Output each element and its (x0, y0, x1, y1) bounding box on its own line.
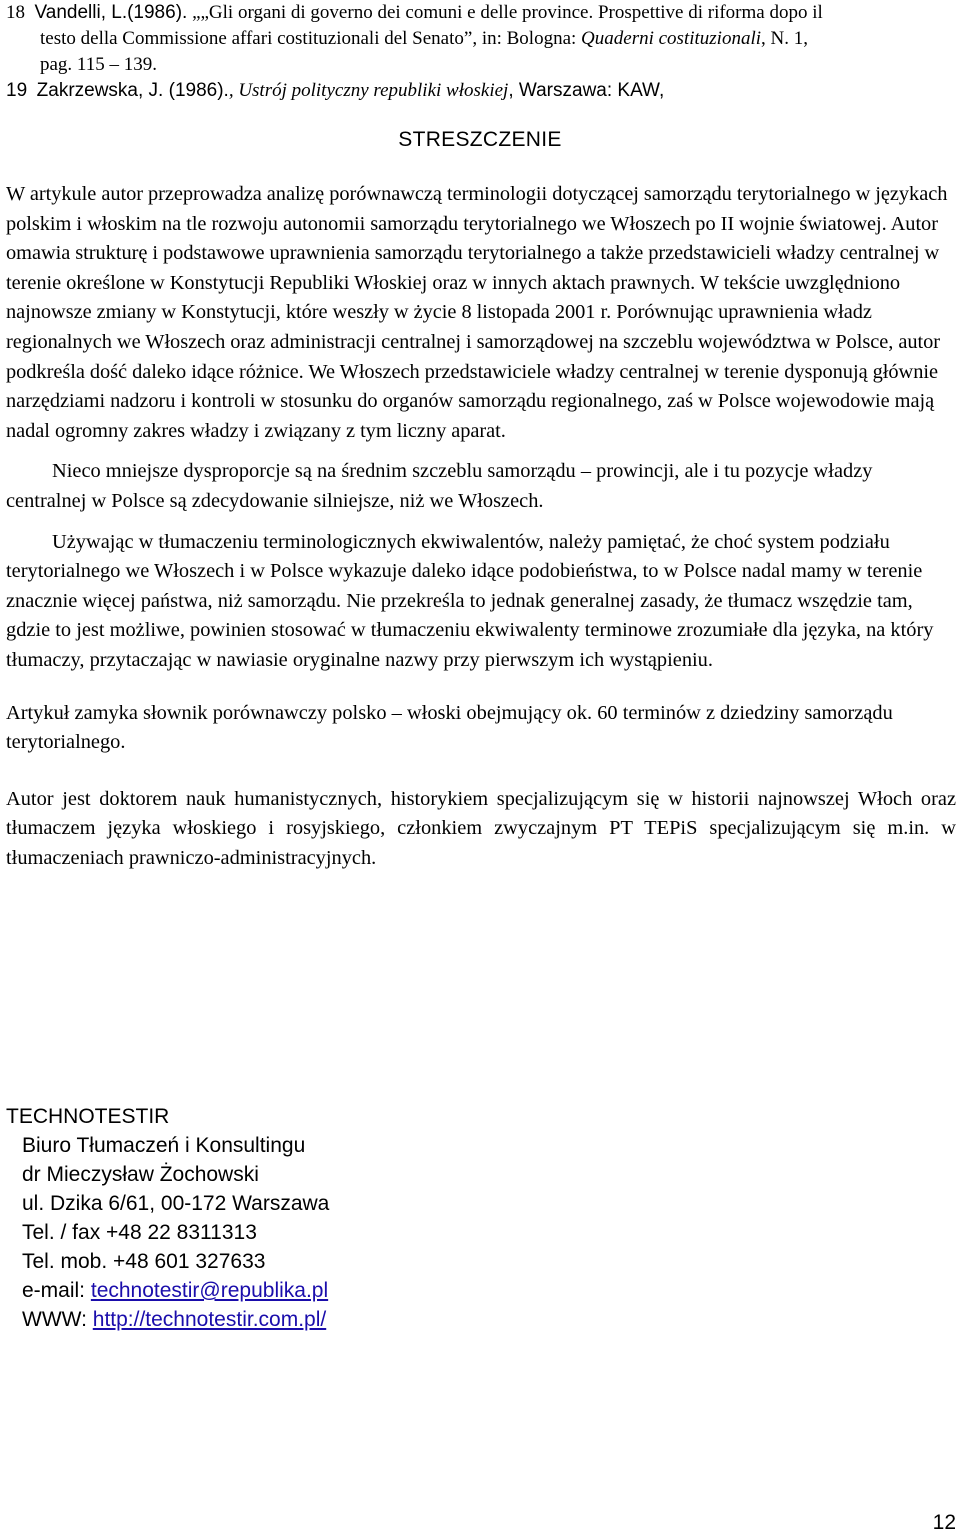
website-link[interactable]: http://technotestir.com.pl/ (92, 1308, 327, 1331)
office-name: Biuro Tłumaczeń i Konsultingu (22, 1134, 306, 1157)
contact-block (6, 1102, 329, 1334)
page-number: 12 (932, 1511, 956, 1534)
email-link[interactable]: technotestir@republika.pl (90, 1279, 329, 1302)
ref-title: , Ustrój polityczny republiki włoskiej (228, 80, 509, 101)
contact-person: dr Mieczysław Żochowski (22, 1163, 259, 1186)
address: ul. Dzika 6/61, 00-172 Warszawa (22, 1192, 330, 1215)
ref-number: 18 (6, 2, 25, 23)
author-note-paragraph: Autor jest doktorem nauk humanistycznych, historykiem specjalizującym się w historii najnowszej Włoch oraz tłumaczem języka włoskiego i rosyjskiego, członkiem zwyczajnym PT TEPiS specjalizującym się m.in. w tłumaczeniach prawniczo-administracyjnych. (6, 787, 956, 869)
ref-text: testo della Commissione affari costituzionali del Senato”, in: Bologna: (40, 28, 582, 49)
references (6, 0, 956, 104)
ref-author: Vandelli, L.(1986). (34, 2, 188, 23)
company-name: TECHNOTESTIR (6, 1105, 170, 1128)
paragraph: W artykule autor przeprowadza analizę porównawczą terminologii dotyczącej samorządu terytorialnego w językach polskim i włoskim na tle rozwoju autonomii samorządu terytorialnego we Włoszech po II wojnie światowej. Autor omawia strukturę i podstawowe uprawnienia samorządu terytorialnego a także przedstawicieli władzy centralnej w terenie określone w Konstytucji Republiki Włoskiej oraz w innych aktach prawnych. W tekście uwzględniono najnowsze zmiany w Konstytucji, które weszły w życie 8 listopada 2001 r. Porównując uprawnienia władz regionalnych we Włoszech oraz administracji centralnej i samorządowej na szczeblu województwa w Polsce, autor podkreśla dość daleko idące różnice. We Włoszech przedstawiciele władzy centralnej w terenie dysponują głównie narzędziami nadzoru i kontroli w stosunku do organów samorządu regionalnego, zaś w Polsce wojewodowie mają nadal ogromny zakres władzy i związany z tym liczny aparat. (6, 183, 948, 442)
abstract-body (6, 180, 956, 873)
paragraph: Artykuł zamyka słownik porównawczy polsko – włoski obejmujący ok. 60 terminów z dziedziny samorządu terytorialnego. (6, 701, 893, 754)
reference-18-pages: pag. 115 – 139. (40, 54, 157, 75)
paragraph: Używając w tłumaczeniu terminologicznych ekwiwalentów, należy pamiętać, że choć system podziału terytorialnego we Włoszech i w Polsce wykazuje daleko idące podobieństwa, to w Polsce nadal mamy w terenie znacznie więcej państwa, niż samorządu. Nie przekreśla to jednak generalnej zasady, że tłumacz wszędzie tam, gdzie to jest możliwe, powinien stosować w tłumaczeniu ekwiwalenty terminowe zrozumiałe dla języka, na który tłumaczy, przytaczając w nawiasie oryginalne nazwy przy pierwszym ich wystąpieniu. (6, 530, 934, 671)
mobile-phone: Tel. mob. +48 601 327633 (22, 1250, 266, 1273)
reference-19 (6, 78, 956, 104)
ref-publisher: , Warszawa: KAW, (508, 80, 665, 101)
reference-18 (6, 0, 956, 26)
section-heading: STRESZCZENIE (398, 128, 562, 151)
ref-issue: , N. 1, (761, 28, 809, 49)
ref-journal: Quaderni costituzionali (581, 28, 762, 49)
ref-title: „„Gli organi di governo dei comuni e delle province. Prospettive di riforma dopo il (187, 2, 823, 23)
email-line (22, 1276, 329, 1305)
reference-18-continued (6, 26, 956, 52)
website-line (22, 1305, 329, 1334)
paragraph: Nieco mniejsze dysproporcje są na średnim szczeblu samorządu – prowincji, ale i tu pozycje władzy centralnej w Polsce są zdecydowanie silniejsze, niż we Włoszech. (6, 460, 873, 512)
ref-number: 19 (6, 80, 28, 101)
email-label: e-mail: (22, 1279, 91, 1302)
ref-author: Zakrzewska, J. (1986). (36, 80, 229, 101)
phone: Tel. / fax +48 22 8311313 (22, 1221, 257, 1244)
website-label: WWW: (22, 1308, 93, 1331)
